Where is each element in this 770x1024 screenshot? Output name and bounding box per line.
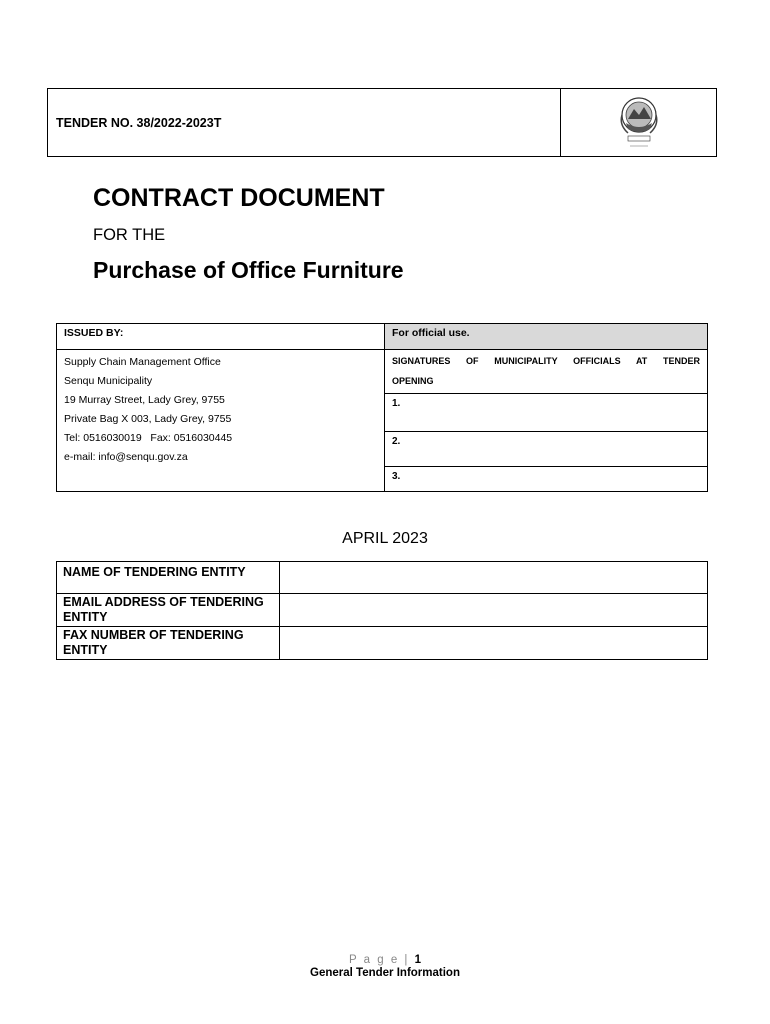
entity-email-label: EMAIL ADDRESS OF TENDERING ENTITY [57, 594, 280, 627]
table-row [57, 627, 708, 660]
senqu-municipality-crest-icon [616, 95, 662, 151]
signature-row: 2. [385, 431, 707, 466]
footer-section-title: General Tender Information [310, 967, 460, 979]
entity-name-field[interactable] [280, 562, 708, 594]
issued-by-header: ISSUED BY: [57, 324, 384, 350]
logo-cell [561, 89, 716, 156]
table-row [57, 562, 708, 594]
issued-by-column [57, 324, 385, 491]
entity-email-field[interactable] [280, 594, 708, 627]
tender-number: TENDER NO. 38/2022-2023T [48, 89, 561, 156]
address-line: Supply Chain Management Office [64, 356, 221, 368]
document-title: CONTRACT DOCUMENT [93, 184, 385, 212]
signature-row: 1. [385, 393, 707, 431]
issuer-address [57, 350, 384, 467]
header-box [47, 88, 717, 157]
official-use-column [385, 324, 707, 491]
page-footer [0, 954, 770, 979]
tender-subject: Purchase of Office Furniture [93, 257, 404, 283]
address-line: Senqu Municipality [64, 375, 153, 387]
entity-fax-field[interactable] [280, 627, 708, 660]
issued-by-table [56, 323, 708, 492]
page-number: 1 [414, 954, 422, 966]
signatures-heading-continued: OPENING [392, 376, 434, 386]
table-row [57, 594, 708, 627]
address-line: Tel: 0516030019 Fax: 0516030445 [64, 432, 233, 444]
official-use-header: For official use. [385, 324, 707, 350]
page-label: P a g e | [348, 954, 410, 966]
document-date: APRIL 2023 [342, 530, 428, 547]
address-line: e-mail: info@senqu.gov.za [64, 451, 188, 463]
signature-row: 3. [385, 466, 707, 492]
entity-name-label: NAME OF TENDERING ENTITY [57, 562, 280, 594]
for-the-label: FOR THE [93, 226, 166, 244]
address-line: 19 Murray Street, Lady Grey, 9755 [64, 394, 225, 406]
tendering-entity-table [56, 561, 708, 660]
address-line: Private Bag X 003, Lady Grey, 9755 [64, 413, 232, 425]
entity-fax-label: FAX NUMBER OF TENDERING ENTITY [57, 627, 280, 660]
signatures-heading: SIGNATURES OF MUNICIPALITY OFFICIALS AT TENDER [392, 356, 700, 366]
page-indicator [0, 954, 770, 966]
